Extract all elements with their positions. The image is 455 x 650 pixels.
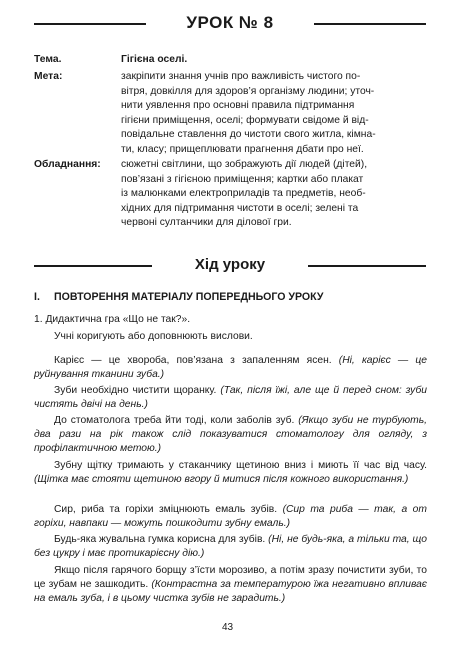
- part-one-number: I.: [34, 291, 40, 303]
- header-rule-right: [314, 23, 426, 25]
- goal-line: нити уявлення про основні правила підтримання: [121, 100, 355, 112]
- game-item: [34, 503, 427, 531]
- item-statement: Будь-яка жувальна гумка корисна для зубів.: [54, 534, 266, 545]
- item-statement: Карієс — це хвороба, пов’язана з запаленням ясен.: [54, 355, 332, 366]
- topic-row: [34, 53, 429, 68]
- item-answer: (Контрастна за температурою їжа негативно впливає на емаль зуба, і в цьому чистка зубів не зарадить.): [34, 579, 427, 605]
- item-answer: (Щітка має стояти щетиною вгору й митися після кожного використання.): [34, 474, 409, 486]
- item-statement: До стоматолога треба йти тоді, коли заболів зуб.: [54, 415, 295, 426]
- equipment-row: [34, 158, 429, 232]
- equipment-label: Обладнання:: [34, 159, 101, 170]
- goal-label: Мета:: [34, 71, 63, 82]
- part-one-title: ПОВТОРЕННЯ МАТЕРІАЛУ ПОПЕРЕДНЬОГО УРОКУ: [54, 291, 324, 303]
- lesson-title: УРОК № 8: [186, 13, 274, 32]
- equipment-line: хідних для підтримання чистоти в оселі; зелені та: [121, 202, 359, 214]
- goal-text: [121, 70, 429, 158]
- goal-row: [34, 70, 429, 158]
- goal-line: ти, класу; прищеплювати прагнення дбати про неї.: [121, 143, 364, 155]
- game-item: [34, 384, 427, 412]
- game-item: [34, 533, 427, 561]
- equipment-line: пов’язані з гігієною приміщення; картки або плакат: [121, 173, 364, 185]
- game-item: [34, 414, 427, 457]
- equipment-line: червоні султанчики для ділової гри.: [121, 217, 292, 229]
- topic-value: Гігієна оселі.: [121, 54, 188, 65]
- equipment-line: сюжетні світлини, що зображують дії людей (дітей),: [121, 159, 368, 170]
- item-answer: (Якщо зуби не турбують, два рази на рік також слід показуватися стоматологу для огляду, з профілактичною метою.): [34, 415, 427, 455]
- game-item: [34, 354, 427, 382]
- page-number: 43: [221, 622, 234, 633]
- topic-label: Тема.: [34, 54, 62, 65]
- equipment-text: [121, 158, 429, 231]
- item-statement: Якщо після гарячого борщу з’їсти морозиво, а потім зразу почистити зуби, то це зубам не зашкодить.: [34, 565, 427, 591]
- item-answer: (Сир та риба — так, а от горіхи, навпаки — можуть пошкодити зубну емаль.): [34, 504, 427, 530]
- game-title: 1. Дидактична гра «Що не так?».: [34, 314, 191, 325]
- goal-line: гігієни приміщення, оселі; формувати свідоме й від-: [121, 114, 369, 126]
- item-statement: Зубну щітку тримають у стаканчику щетиною вниз і миють її час від часу.: [54, 460, 427, 471]
- lesson-flow-title: Хід уроку: [194, 256, 266, 273]
- item-answer: (Ні, не будь-яка, а тільки та, що без цукру і має протикарієсну дію.): [34, 534, 427, 560]
- game-instruction: Учні коригують або доповнюють вислови.: [54, 331, 253, 342]
- game-item: [34, 459, 427, 487]
- section-rule-right: [308, 265, 426, 267]
- goal-line: вітря, довкілля для здоров’я організму людини; уточ-: [121, 85, 375, 97]
- goal-line: повідальне ставлення до чистоти свого житла, кімна-: [121, 129, 376, 141]
- lesson-flow-heading: [34, 255, 426, 277]
- goal-line: закріпити знання учнів про важливість чистого по-: [121, 71, 361, 82]
- equipment-line: із малюнками електроприладів та предметів, необ-: [121, 188, 366, 200]
- lesson-header: [34, 12, 426, 36]
- item-statement: Сир, риба та горіхи зміцнюють емаль зубів.: [54, 504, 278, 515]
- part-one-heading: [34, 290, 429, 304]
- item-answer: (Так, після їжі, але ще й перед сном: зуби чистять двічі на день.): [34, 385, 427, 411]
- game-item: [34, 564, 427, 607]
- item-statement: Зуби необхідно чистити щоранку.: [54, 385, 217, 396]
- item-answer: (Ні, карієс — це руйнування тканини зуба.): [34, 355, 427, 381]
